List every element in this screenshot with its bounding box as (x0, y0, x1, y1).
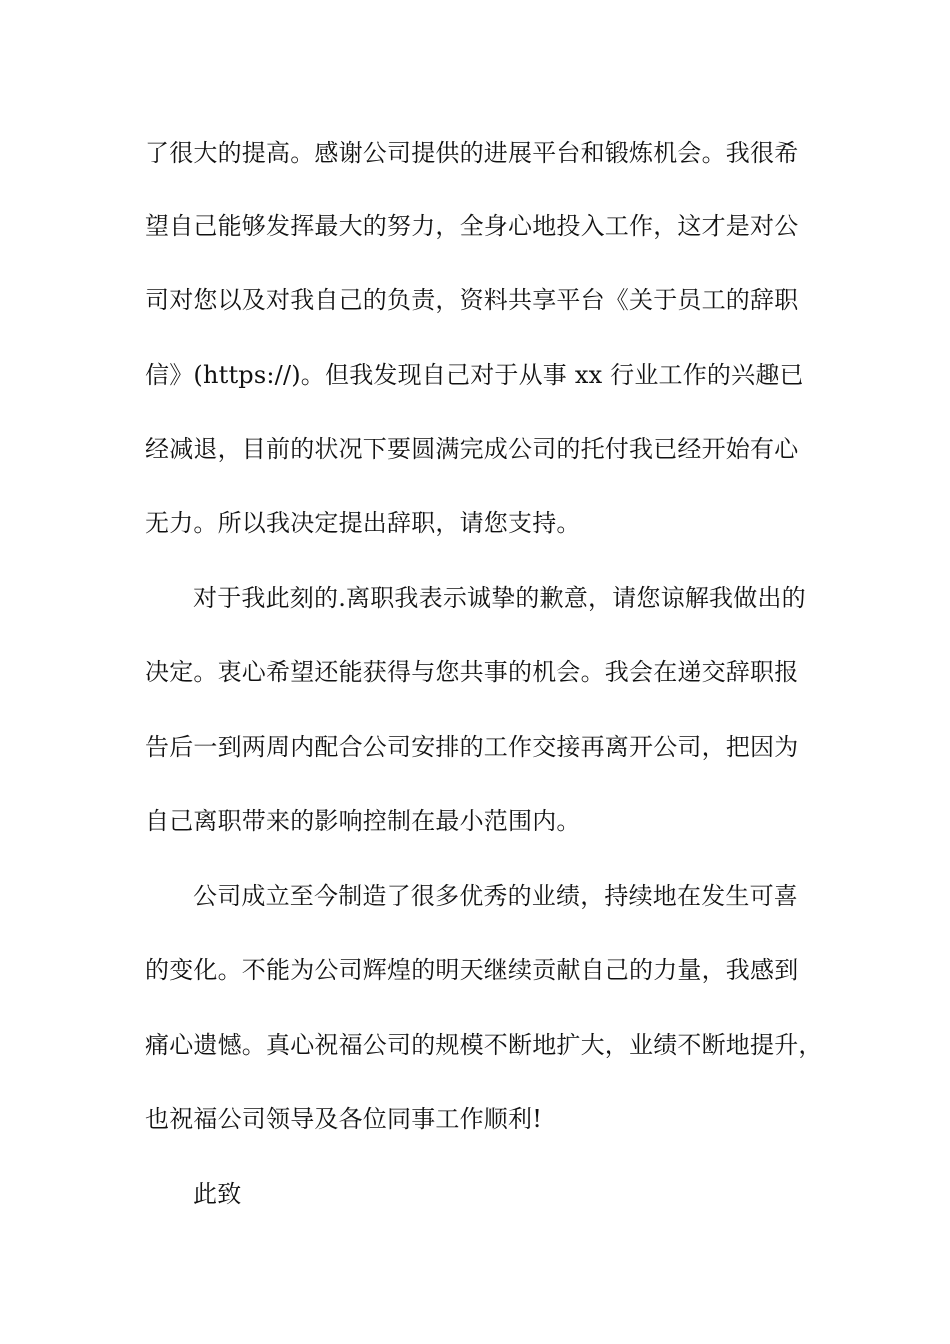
paragraph-line-9: 告后一到两周内配合公司安排的工作交接再离开公司，把因为 (145, 733, 799, 761)
paragraph-line-2: 望自己能够发挥最大的努力，全身心地投入工作，这才是对公 (145, 212, 799, 240)
paragraph-line-3: 司对您以及对我自己的负责，资料共享平台《关于员工的辞职 (145, 286, 799, 314)
paragraph-line-7: 对于我此刻的.离职我表示诚挚的歉意，请您谅解我做出的 (193, 584, 806, 612)
closing-salutation: 此致 (193, 1180, 242, 1208)
paragraph-line-6: 无力。所以我决定提出辞职，请您支持。 (145, 509, 581, 537)
paragraph-line-4: 信》(https://)。但我发现自己对于从事 xx 行业工作的兴趣已 (145, 361, 804, 389)
paragraph-line-11: 公司成立至今制造了很多优秀的业绩，持续地在发生可喜 (193, 882, 798, 910)
paragraph-line-1: 了很大的提高。感谢公司提供的进展平台和锻炼机会。我很希 (145, 139, 799, 167)
paragraph-line-14: 也祝福公司领导及各位同事工作顺利! (145, 1105, 543, 1133)
paragraph-line-8: 决定。衷心希望还能获得与您共事的机会。我会在递交辞职报 (145, 658, 799, 686)
paragraph-line-13: 痛心遗憾。真心祝福公司的规模不断地扩大，业绩不断地提升， (145, 1031, 823, 1059)
paragraph-line-12: 的变化。不能为公司辉煌的明天继续贡献自己的力量，我感到 (145, 956, 799, 984)
paragraph-line-5: 经减退，目前的状况下要圆满完成公司的托付我已经开始有心 (145, 435, 799, 463)
paragraph-line-10: 自己离职带来的影响控制在最小范围内。 (145, 807, 581, 835)
